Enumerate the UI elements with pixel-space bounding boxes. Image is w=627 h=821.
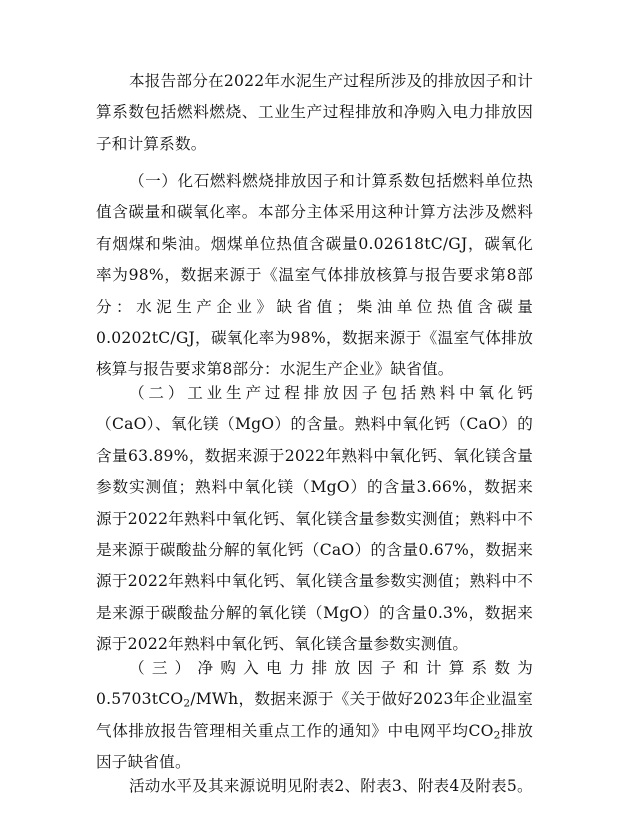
paragraph-fossil-fuel-factors: （一）化石燃料燃烧排放因子和计算系数包括燃料单位热值含碳量和碳氧化率。本部分主体采用这种计算方法涉及燃料有烟煤和柴油。烟煤单位热值含碳量0.02618tC/GJ，碳氧化率为98%，数据来源于《温室气体排放核算与报告要求第8部分：水泥生产企业》缺省值；柴油单位热值含碳量0.0202tC/GJ，碳氧化率为98%，数据来源于《温室气体排放核算与报告要求第8部分：水泥生产企业》缺省值。 xyxy=(96,172,533,379)
paragraph-activity-level-note: 活动水平及其来源说明见附表2、附表3、附表4及附表5。 xyxy=(129,777,533,795)
paragraph-intro: 本报告部分在2022年水泥生产过程所涉及的排放因子和计算系数包括燃料燃烧、工业生产过程排放和净购入电力排放因子和计算系数。 xyxy=(96,72,533,153)
paragraph-electricity-factors xyxy=(96,653,533,779)
co2-subscript-2: 2 xyxy=(493,729,501,742)
electricity-text-part1: （三）净购入电力排放因子和计算系数为0.5703tCO xyxy=(96,659,533,709)
electricity-text-part3: 排放因子缺省值。 xyxy=(96,721,534,772)
co2-subscript-1: 2 xyxy=(183,698,191,711)
electricity-text-part2: /MWh，数据来源于《关于做好2023年企业温室气体排放报告管理相关重点工作的通知》中电网平均CO xyxy=(96,690,533,740)
paragraph-industrial-process-factors: （二）工业生产过程排放因子包括熟料中氧化钙（CaO）、氧化镁（MgO）的含量。熟料中氧化钙（CaO）的含量63.89%，数据来源于2022年熟料中氧化钙、氧化镁含量参数实测值；熟料中氧化镁（MgO）的含量3.66%，数据来源于2022年熟料中氧化钙、氧化镁含量参数实测值；熟料中不是来源于碳酸盐分解的氧化钙（CaO）的含量0.67%，数据来源于2022年熟料中氧化钙、氧化镁含量参数实测值；熟料中不是来源于碳酸盐分解的氧化镁（MgO）的含量0.3%，数据来源于2022年熟料中氧化钙、氧化镁含量参数实测值。 xyxy=(96,384,533,654)
